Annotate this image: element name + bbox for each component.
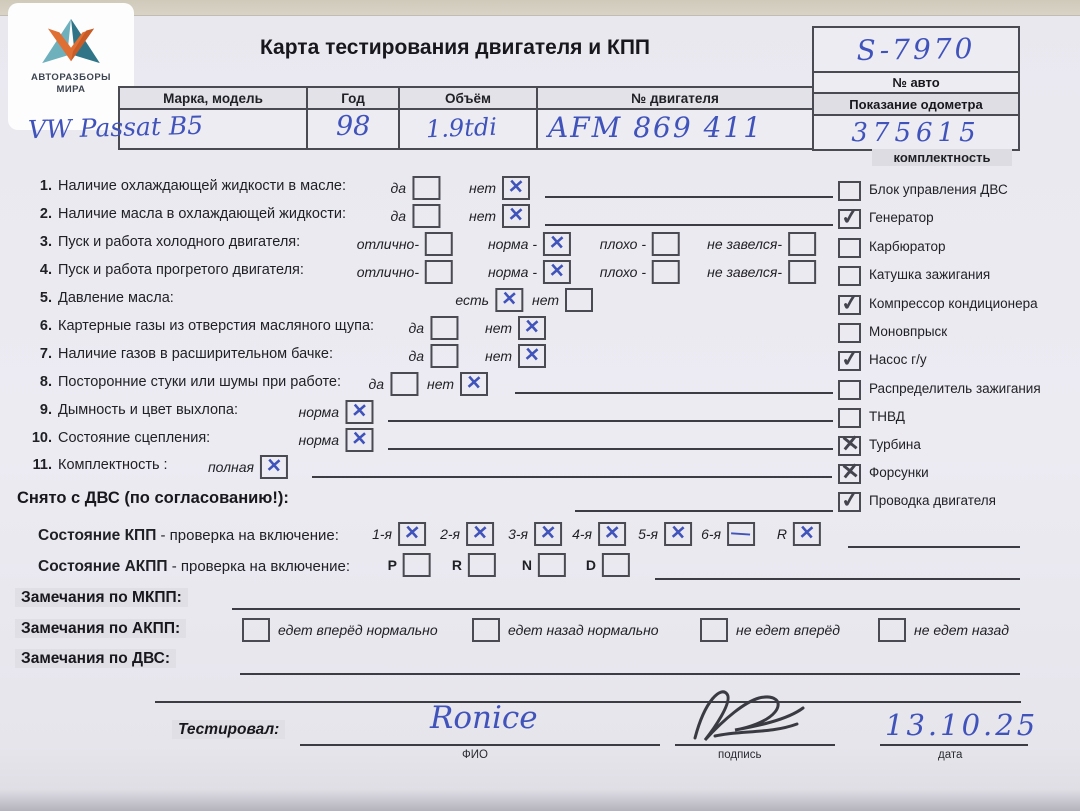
car-number-value: S-7970 bbox=[856, 31, 976, 68]
year-value: 98 bbox=[336, 111, 371, 142]
option-polnaya: полная ✕ bbox=[208, 455, 288, 479]
checkbox bbox=[652, 260, 680, 284]
akpp-remarks-label: Замечания по АКПП: bbox=[15, 619, 186, 638]
checkbox: ✕ bbox=[518, 344, 546, 368]
part-checkbox: ✕ bbox=[839, 430, 861, 457]
checkbox: — bbox=[727, 522, 755, 546]
checkbox: ✕ bbox=[460, 372, 488, 396]
checkbox bbox=[700, 618, 728, 642]
checkbox: ✕ bbox=[466, 522, 494, 546]
odometer-label: Показание одометра bbox=[814, 92, 1018, 114]
make-model-value: VW Passat B5 bbox=[27, 110, 204, 145]
checkbox: ✕ bbox=[398, 522, 426, 546]
checkbox: ✕ bbox=[664, 522, 692, 546]
blank-line bbox=[312, 476, 832, 478]
blank-line bbox=[545, 196, 833, 198]
checkbox: ✕ bbox=[345, 428, 373, 452]
gear-3: 3-я ✕ bbox=[508, 522, 562, 546]
part-label: ТНВД bbox=[869, 409, 905, 424]
scan-edge-top bbox=[0, 0, 1080, 16]
question-row: 11. Комплектность : полная ✕ bbox=[0, 455, 1080, 481]
checkbox bbox=[425, 232, 453, 256]
option-net: нет ✕ bbox=[427, 372, 488, 396]
question-row: 6. Картерные газы из отверстия масляного щупа: да нет ✕ bbox=[0, 316, 1080, 342]
part-label: Проводка двигателя bbox=[869, 493, 996, 508]
option-norma: норма ✕ bbox=[298, 400, 373, 424]
mkpp-remarks-label: Замечания по МКПП: bbox=[15, 589, 188, 607]
part-label: Компрессор кондиционера bbox=[869, 296, 1038, 311]
part-checkbox: ✓ bbox=[839, 289, 861, 316]
cell-engine-number bbox=[538, 110, 812, 148]
blank-line bbox=[388, 420, 833, 422]
tested-by-label: Тестировал: bbox=[172, 721, 285, 739]
question-row: 9. Дымность и цвет выхлопа: норма ✕ bbox=[0, 400, 1080, 426]
option-norma: норма ✕ bbox=[298, 428, 373, 452]
logo bbox=[8, 3, 134, 130]
akpp-option: едет назад нормально bbox=[472, 618, 659, 642]
part-label: Катушка зажигания bbox=[869, 267, 991, 282]
part-checkbox: ✓ bbox=[839, 486, 861, 513]
checkbox bbox=[403, 553, 431, 577]
part-label: Турбина bbox=[869, 437, 921, 452]
date-value: 13.10.25 bbox=[885, 708, 1039, 742]
gear-1: 1-я ✕ bbox=[372, 522, 426, 546]
checkbox bbox=[242, 618, 270, 642]
odometer-value: 375615 bbox=[814, 114, 1018, 149]
logo-text-line1: АВТОРАЗБОРЫ bbox=[31, 72, 111, 83]
option-da: да bbox=[408, 316, 458, 340]
option-ne-zavelsya: не завелся- bbox=[707, 260, 816, 284]
checkbox bbox=[472, 618, 500, 642]
checkbox bbox=[652, 232, 680, 256]
gear-d: D bbox=[586, 553, 630, 577]
date-caption: дата bbox=[938, 749, 963, 761]
logo-emblem-icon bbox=[40, 17, 102, 67]
checkbox: ✕ bbox=[793, 522, 821, 546]
checkbox bbox=[602, 553, 630, 577]
checkbox: ✕ bbox=[345, 400, 373, 424]
gear-6: 6-я — bbox=[701, 522, 755, 546]
checkbox: ✕ bbox=[495, 288, 523, 312]
blank-line bbox=[575, 510, 833, 512]
checkbox bbox=[390, 372, 418, 396]
part-label: Моновпрыск bbox=[869, 324, 948, 339]
part-checkbox: ✓ bbox=[839, 345, 861, 372]
question-row: 4. Пуск и работа прогретого двигателя: отлично- норма - ✕ плохо - не завелся- bbox=[0, 260, 1080, 286]
checkbox bbox=[565, 288, 593, 312]
checkbox: ✕ bbox=[543, 232, 571, 256]
cell-volume bbox=[400, 110, 538, 148]
blank-line bbox=[388, 448, 833, 450]
logo-text-line2: МИРА bbox=[56, 84, 86, 95]
form-title: Карта тестирования двигателя и КПП bbox=[259, 36, 651, 59]
blank-line bbox=[155, 701, 1021, 703]
blank-line bbox=[240, 673, 1020, 675]
option-da: да bbox=[390, 204, 440, 228]
tester-name-value: Ronice bbox=[430, 700, 538, 736]
gear-p: P bbox=[388, 553, 431, 577]
option-net: нет ✕ bbox=[485, 316, 546, 340]
blank-line bbox=[848, 546, 1020, 548]
header-volume: Объём bbox=[400, 88, 538, 110]
fio-caption: ФИО bbox=[462, 749, 488, 761]
checkbox: ✕ bbox=[502, 176, 530, 200]
parts-header: комплектность bbox=[872, 149, 1012, 166]
checkbox: ✕ bbox=[518, 316, 546, 340]
checkbox bbox=[788, 232, 816, 256]
part-checkbox: ✓ bbox=[839, 203, 861, 230]
akpp-remarks-row bbox=[15, 620, 1075, 648]
question-row: 1. Наличие охлаждающей жидкости в масле: да нет ✕ bbox=[0, 176, 1080, 202]
header-year: Год bbox=[308, 88, 400, 110]
gear-r: R ✕ bbox=[777, 522, 821, 546]
signature-line bbox=[675, 744, 835, 746]
cell-year bbox=[308, 110, 400, 148]
checkbox bbox=[425, 260, 453, 284]
akpp-option: едет вперёд нормально bbox=[242, 618, 438, 642]
part-label: Блок управления ДВС bbox=[869, 182, 1008, 197]
part-label: Распределитель зажигания bbox=[869, 381, 1041, 396]
fio-line bbox=[300, 744, 660, 746]
question-row: 3. Пуск и работа холодного двигателя: отлично- норма - ✕ плохо - не завелся- bbox=[0, 232, 1080, 258]
removed-from-engine-label: Снято с ДВС (по согласованию!): bbox=[17, 489, 289, 507]
question-row: 5. Давление масла: есть ✕ нет bbox=[0, 288, 1080, 314]
option-da: да bbox=[408, 344, 458, 368]
gear-5: 5-я ✕ bbox=[638, 522, 692, 546]
checkbox: ✕ bbox=[543, 260, 571, 284]
option-est: есть ✕ bbox=[455, 288, 523, 312]
option-net: нет ✕ bbox=[485, 344, 546, 368]
option-net: нет ✕ bbox=[469, 176, 530, 200]
question-row: 7. Наличие газов в расширительном бачке: да нет ✕ bbox=[0, 344, 1080, 370]
checkbox bbox=[468, 553, 496, 577]
option-ploho: плохо - bbox=[600, 260, 680, 284]
checkbox: ✕ bbox=[598, 522, 626, 546]
option-net: нет ✕ bbox=[469, 204, 530, 228]
volume-value: 1.9tdi bbox=[425, 112, 498, 144]
question-row: 2. Наличие масла в охлаждающей жидкости: да нет ✕ bbox=[0, 204, 1080, 230]
gear-4: 4-я ✕ bbox=[572, 522, 626, 546]
car-number-box bbox=[812, 26, 1020, 151]
option-otlichno: отлично- bbox=[357, 260, 453, 284]
option-norma: норма - ✕ bbox=[488, 232, 571, 256]
kpp-row: Состояние КПП - проверка на включение: 1-я ✕ 2-я ✕ 3-я ✕ 4-я ✕ 5-я ✕ 6-я — R ✕ bbox=[38, 527, 1078, 553]
checkbox bbox=[538, 553, 566, 577]
akpp-option: не едет вперёд bbox=[700, 618, 840, 642]
akpp-row: Состояние АКПП - проверка на включение: P R N D bbox=[38, 558, 1078, 584]
blank-line bbox=[515, 392, 833, 394]
question-row: 8. Посторонние стуки или шумы при работе: да нет ✕ bbox=[0, 372, 1080, 398]
part-label: Форсунки bbox=[869, 465, 929, 480]
car-number-label: № авто bbox=[814, 71, 1018, 92]
dvs-remarks-label: Замечания по ДВС: bbox=[15, 650, 176, 668]
option-ploho: плохо - bbox=[600, 232, 680, 256]
akpp-option: не едет назад bbox=[878, 618, 1009, 642]
option-da: да bbox=[390, 176, 440, 200]
checkbox bbox=[412, 204, 440, 228]
cell-make-model bbox=[27, 110, 308, 148]
date-line bbox=[880, 744, 1028, 746]
signature bbox=[685, 678, 810, 750]
checkbox bbox=[878, 618, 906, 642]
scan-edge-bottom bbox=[0, 789, 1080, 811]
blank-line bbox=[655, 578, 1020, 580]
checkbox: ✕ bbox=[260, 455, 288, 479]
part-label: Карбюратор bbox=[869, 239, 946, 254]
akpp-label: Состояние АКПП bbox=[38, 558, 168, 575]
part-checkbox: ✕ bbox=[839, 458, 861, 485]
header-make-model: Марка, модель bbox=[120, 88, 308, 110]
part-label: Генератор bbox=[869, 210, 934, 225]
blank-line bbox=[545, 224, 833, 226]
gear-2: 2-я ✕ bbox=[440, 522, 494, 546]
checkbox bbox=[430, 344, 458, 368]
header-engine-number: № двигателя bbox=[538, 88, 812, 110]
part-label: Насос г/у bbox=[869, 352, 927, 367]
option-da: да bbox=[368, 372, 418, 396]
checkbox bbox=[430, 316, 458, 340]
checkbox bbox=[788, 260, 816, 284]
part-row bbox=[838, 486, 1078, 515]
option-otlichno: отлично- bbox=[357, 232, 453, 256]
option-norma: норма - ✕ bbox=[488, 260, 571, 284]
gear-n: N bbox=[522, 553, 566, 577]
signature-caption: подпись bbox=[718, 749, 762, 761]
checkbox: ✕ bbox=[502, 204, 530, 228]
option-ne-zavelsya: не завелся- bbox=[707, 232, 816, 256]
kpp-label: Состояние КПП bbox=[38, 527, 157, 544]
checkbox: ✕ bbox=[534, 522, 562, 546]
checkbox bbox=[412, 176, 440, 200]
question-row: 10. Состояние сцепления: норма ✕ bbox=[0, 428, 1080, 454]
engine-number-value: AFM 869 411 bbox=[548, 111, 764, 144]
option-net: нет bbox=[532, 288, 593, 312]
gear-r: R bbox=[452, 553, 496, 577]
blank-line bbox=[232, 608, 1020, 610]
